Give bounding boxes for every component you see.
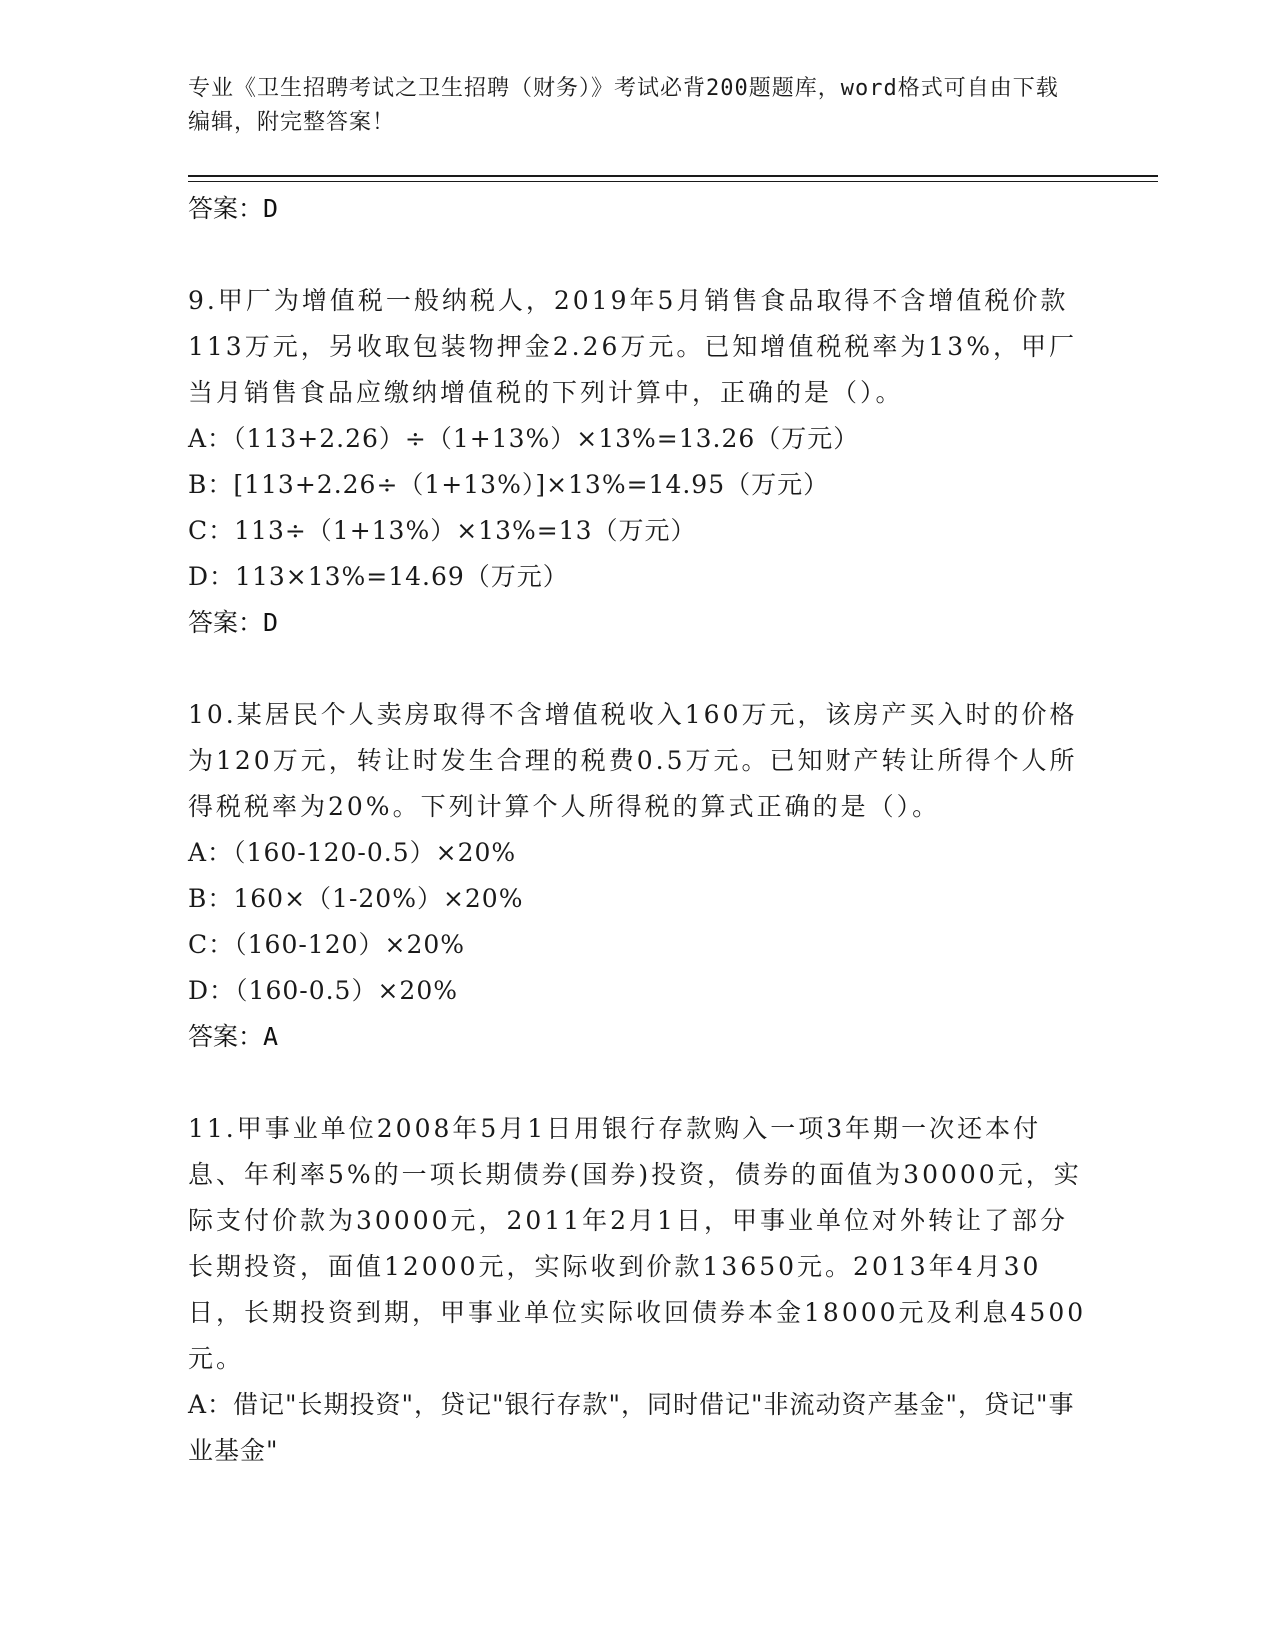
question-10 [188, 692, 1088, 1060]
answer-line: 答案：D [188, 194, 279, 223]
question-text: 11.甲事业单位2008年5月1日用银行存款购入一项3年期一次还本付息、年利率5%的一项长期债券(国券)投资，债券的面值为30000元，实际支付价款为30000元，2011年2月1日，甲事业单位对外转让了部分长期投资，面值12000元，实际收到价款13650元。2013年4月30日，长期投资到期，甲事业单位实际收回债券本金18000元及利息4500元。 [188, 1114, 1087, 1373]
question-11 [188, 1106, 1088, 1474]
option-a: A：（113+2.26）÷（1+13%）×13%=13.26（万元） [188, 424, 860, 453]
option-c: C：（160-120）×20% [188, 930, 466, 959]
header-divider-thin [188, 181, 1158, 182]
option-b: B：[113+2.26÷（1+13%）]×13%=14.95（万元） [188, 470, 830, 499]
document-body [188, 186, 1088, 1474]
header-divider [188, 175, 1158, 177]
option-a: A：借记"长期投资"，贷记"银行存款"，同时借记"非流动资产基金"，贷记"事业基金" [188, 1390, 1075, 1465]
answer-line: 答案：A [188, 1022, 279, 1051]
option-d: D：（160-0.5）×20% [188, 976, 458, 1005]
option-a: A：（160-120-0.5）×20% [188, 838, 517, 867]
document-header-title: 专业《卫生招聘考试之卫生招聘（财务）》考试必背200题题库，word格式可自由下载编辑，附完整答案！ [188, 76, 1059, 135]
option-d: D：113×13%=14.69（万元） [188, 562, 569, 591]
option-c: C：113÷（1+13%）×13%=13（万元） [188, 516, 697, 545]
question-text: 10.某居民个人卖房取得不含增值税收入160万元，该房产买入时的价格为120万元，转让时发生合理的税费0.5万元。已知财产转让所得个人所得税税率为20%。下列计算个人所得税的算式正确的是（）。 [188, 700, 1078, 821]
answer-line: 答案：D [188, 608, 279, 637]
question-text: 9.甲厂为增值税一般纳税人，2019年5月销售食品取得不含增值税价款113万元，另收取包装物押金2.26万元。已知增值税税率为13%，甲厂当月销售食品应缴纳增值税的下列计算中，正确的是（）。 [188, 286, 1077, 407]
question-9 [188, 278, 1088, 646]
option-b: B：160×（1-20%）×20% [188, 884, 524, 913]
